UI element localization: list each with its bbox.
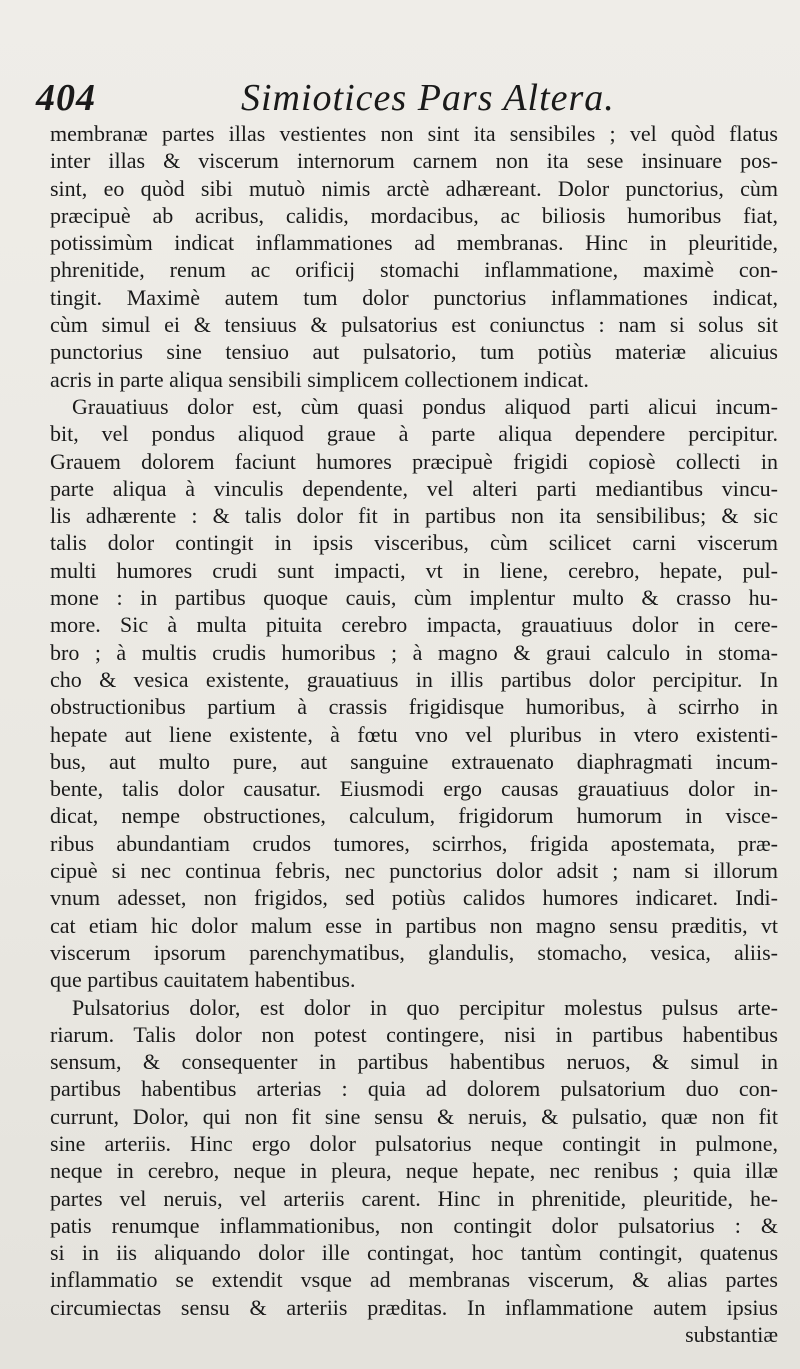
text-line: membranæ partes illas vestientes non sint ita sensibiles ; vel quòd flatus xyxy=(50,121,778,146)
body-text xyxy=(50,120,778,1348)
text-line: Grauem dolorem faciunt humores præcipuè frigidi copiosè collecti in xyxy=(50,448,778,474)
text-line: talis dolor contingit in ipsis visceribus, cùm scilicet carni viscerum xyxy=(50,530,778,556)
text-line: bus, aut multo pure, aut sanguine extrauenato diaphragmati incum- xyxy=(50,748,778,774)
text-line: inflammatio se extendit vsque ad membranas viscerum, & alias partes xyxy=(50,1267,778,1293)
text-line: cho & vesica existente, grauatiuus in illis partibus dolor percipitur. In xyxy=(50,666,778,692)
text-line: punctorius sine tensiuo aut pulsatorio, tum potiùs materiæ alicuius xyxy=(50,339,778,365)
text-line: more. Sic à multa pituita cerebro impacta, grauatiuus dolor in cere- xyxy=(50,612,778,638)
text-line: riarum. Talis dolor non potest contingere, nisi in partibus habentibus xyxy=(50,1021,778,1047)
page-number: 404 xyxy=(36,77,96,119)
text-line: partibus habentibus arterias : quia ad dolorem pulsatorium duo con- xyxy=(50,1076,778,1102)
text-line: bro ; à multis crudis humoribus ; à magno & graui calculo in stoma- xyxy=(50,639,778,665)
text-line: si in iis aliquando dolor ille contingat, hoc tantùm contingit, quatenus xyxy=(50,1240,778,1266)
text-line: acris in parte aliqua sensibili simplicem collectionem indicat. xyxy=(50,366,589,392)
text-line: parte aliqua à vinculis dependente, vel alteri parti mediantibus vincu- xyxy=(50,475,778,501)
text-line: bente, talis dolor causatur. Eiusmodi ergo causas grauatiuus dolor in- xyxy=(50,776,778,802)
text-line: sensum, & consequenter in partibus habentibus neruos, & simul in xyxy=(50,1049,778,1075)
text-line: lis adhærente : & talis dolor fit in partibus non ita sensibilibus; & sic xyxy=(50,503,778,529)
paragraph-start: Pulsatorius dolor, est dolor in quo percipitur molestus pulsus arte- xyxy=(72,994,778,1020)
text-line: ribus abundantiam crudos tumores, scirrhos, frigida apostemata, præ- xyxy=(50,830,778,856)
text-line: sint, eo quòd sibi mutuò nimis arctè adhæreant. Dolor punctorius, cùm xyxy=(50,175,778,201)
running-title: Simiotices Pars Altera. xyxy=(241,77,615,119)
text-line: patis renumque inflammationibus, non contingit dolor pulsatorius : & xyxy=(50,1212,778,1238)
text-line: sine arteriis. Hinc ergo dolor pulsatorius neque contingit in pulmone, xyxy=(50,1130,778,1156)
text-line: bit, vel pondus aliquod graue à parte aliqua dependere percipitur. xyxy=(50,421,778,447)
text-line: cipuè si nec continua febris, nec punctorius dolor adsit ; nam si illorum xyxy=(50,858,778,884)
text-line: currunt, Dolor, qui non fit sine sensu & neruis, & pulsatio, quæ non fit xyxy=(50,1103,778,1129)
text-line: que partibus cauitatem habentibus. xyxy=(50,967,356,993)
text-line: præcipuè ab acribus, calidis, mordacibus, ac biliosis humoribus fiat, xyxy=(50,202,778,228)
text-line: inter illas & viscerum internorum carnem non ita sese insinuare pos- xyxy=(50,148,778,174)
text-line: multi humores crudi sunt impacti, vt in liene, cerebro, hepate, pul- xyxy=(50,557,778,583)
text-line: potissimùm indicat inflammationes ad membranas. Hinc in pleuritide, xyxy=(50,230,778,256)
text-line: cat etiam hic dolor malum esse in partibus non magno sensu præditis, vt xyxy=(50,912,778,938)
text-line: tingit. Maximè autem tum dolor punctorius inflammationes indicat, xyxy=(50,284,778,310)
text-line: dicat, nempe obstructiones, calculum, frigidorum humorum in visce- xyxy=(50,803,778,829)
paragraph-start: Grauatiuus dolor est, cùm quasi pondus aliquod parti alicui incum- xyxy=(72,393,778,419)
text-line: cùm simul ei & tensiuus & pulsatorius est coniunctus : nam si solus sit xyxy=(50,312,778,338)
text-line: hepate aut liene existente, à fœtu vno vel pluribus in vtero existenti- xyxy=(50,721,778,747)
text-line: vnum adesset, non frigidos, sed potiùs calidos humores indicaret. Indi- xyxy=(50,885,778,911)
catchword: substantiæ xyxy=(685,1322,778,1348)
text-line: phrenitide, renum ac orificij stomachi inflammatione, maximè con- xyxy=(50,257,778,283)
text-line: viscerum ipsorum parenchymatibus, glandulis, stomacho, vesica, aliis- xyxy=(50,939,778,965)
text-line: partes vel neruis, vel arteriis carent. Hinc in phrenitide, pleuritide, he- xyxy=(50,1185,778,1211)
text-line: mone : in partibus quoque cauis, cùm implentur multo & crasso hu- xyxy=(50,585,778,611)
text-line: neque in cerebro, neque in pleura, neque hepate, nec renibus ; quia illæ xyxy=(50,1158,778,1184)
text-line: circumiectas sensu & arteriis præditas. In inflammatione autem ipsius xyxy=(50,1294,778,1320)
text-line: obstructionibus partium à crassis frigidisque humoribus, à scirrho in xyxy=(50,694,778,720)
page-header xyxy=(36,70,766,120)
